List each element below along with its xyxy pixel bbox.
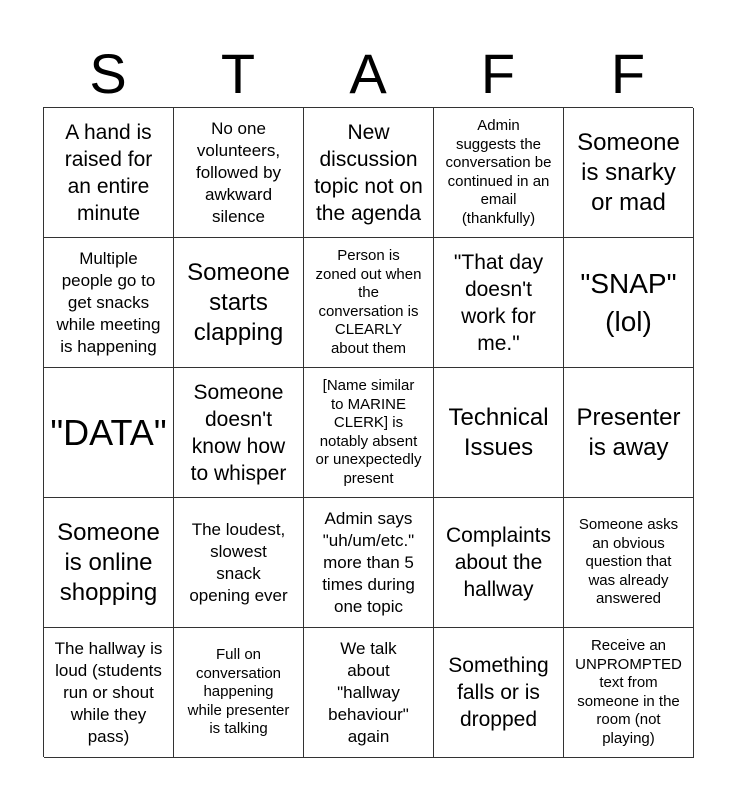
- bingo-cell-text: Someone starts clapping: [187, 258, 290, 346]
- bingo-cell-text: "SNAP" (lol): [580, 267, 677, 337]
- bingo-cell-r5c2[interactable]: [174, 628, 304, 758]
- bingo-cell-text: "DATA": [50, 411, 167, 453]
- bingo-cell-r5c5[interactable]: [564, 628, 694, 758]
- bingo-cell-r4c5[interactable]: [564, 498, 694, 628]
- bingo-cell-r4c4[interactable]: [434, 498, 564, 628]
- bingo-cell-text: [Name similar to MARINE CLERK] is notably absent or unexpectedly present: [315, 377, 422, 487]
- bingo-cell-text: We talk about "hallway behaviour" again: [328, 638, 409, 746]
- bingo-board: [43, 107, 693, 757]
- bingo-cell-r3c5[interactable]: [564, 368, 694, 498]
- header-letter-f-2: F: [610, 42, 646, 105]
- bingo-cell-r1c1[interactable]: [44, 108, 174, 238]
- bingo-cell-text: Admin suggests the conversation be continued in an email (thankfully): [445, 117, 552, 227]
- header-letter-s: S: [89, 42, 127, 105]
- bingo-cell-text: Multiple people go to get snacks while meeting is happening: [56, 248, 161, 356]
- bingo-cell-text: "That day doesn't work for me.": [453, 250, 544, 355]
- bingo-cell-text: Complaints about the hallway: [445, 524, 552, 601]
- bingo-cell-r1c5[interactable]: [564, 108, 694, 238]
- bingo-cell-text: A hand is raised for an entire minute: [64, 120, 153, 225]
- bingo-cell-r2c1[interactable]: [44, 238, 174, 368]
- bingo-cell-r1c4[interactable]: [434, 108, 564, 238]
- bingo-cell-r2c2[interactable]: [174, 238, 304, 368]
- header-letter-a: A: [349, 42, 387, 105]
- bingo-cell-r3c1[interactable]: [44, 368, 174, 498]
- bingo-cell-r2c5[interactable]: [564, 238, 694, 368]
- bingo-cell-text: Someone is snarky or mad: [577, 128, 680, 216]
- bingo-cell-text: Presenter is away: [576, 403, 681, 461]
- bingo-cell-r1c2[interactable]: [174, 108, 304, 238]
- bingo-cell-text: Person is zoned out when the conversation is CLEARLY about them: [315, 247, 422, 357]
- bingo-cell-text: No one volunteers, followed by awkward silence: [195, 118, 282, 226]
- bingo-cell-r5c4[interactable]: [434, 628, 564, 758]
- bingo-cell-r3c4[interactable]: [434, 368, 564, 498]
- bingo-cell-text: Receive an UNPROMPTED text from someone in the room (not playing): [575, 637, 682, 747]
- bingo-cell-r3c2[interactable]: [174, 368, 304, 498]
- bingo-cell-r2c3[interactable]: [304, 238, 434, 368]
- bingo-cell-r3c3[interactable]: [304, 368, 434, 498]
- bingo-cell-text: Technical Issues: [448, 403, 549, 461]
- bingo-cell-text: The hallway is loud (students run or shout while they pass): [54, 638, 163, 746]
- bingo-cell-text: Someone doesn't know how to whisper: [190, 380, 287, 485]
- bingo-cell-r1c3[interactable]: [304, 108, 434, 238]
- header-letter-f: F: [480, 42, 516, 105]
- bingo-cell-r2c4[interactable]: [434, 238, 564, 368]
- bingo-cell-text: Someone asks an obvious question that was already answered: [578, 516, 679, 608]
- bingo-cell-text: Someone is online shopping: [57, 518, 160, 606]
- bingo-cell-r4c2[interactable]: [174, 498, 304, 628]
- bingo-cell-r5c1[interactable]: [44, 628, 174, 758]
- bingo-cell-text: Admin says "uh/um/etc." more than 5 times during one topic: [322, 508, 415, 616]
- bingo-cell-r4c1[interactable]: [44, 498, 174, 628]
- bingo-cell-text: Full on conversation happening while presenter is talking: [187, 646, 290, 738]
- bingo-cell-r5c3[interactable]: [304, 628, 434, 758]
- bingo-cell-text: Something falls or is dropped: [448, 654, 549, 731]
- bingo-header: [43, 40, 693, 108]
- bingo-cell-text: New discussion topic not on the agenda: [314, 120, 423, 225]
- header-letter-t: T: [220, 42, 256, 105]
- bingo-cell-text: The loudest, slowest snack opening ever: [189, 519, 288, 605]
- bingo-cell-r4c3[interactable]: [304, 498, 434, 628]
